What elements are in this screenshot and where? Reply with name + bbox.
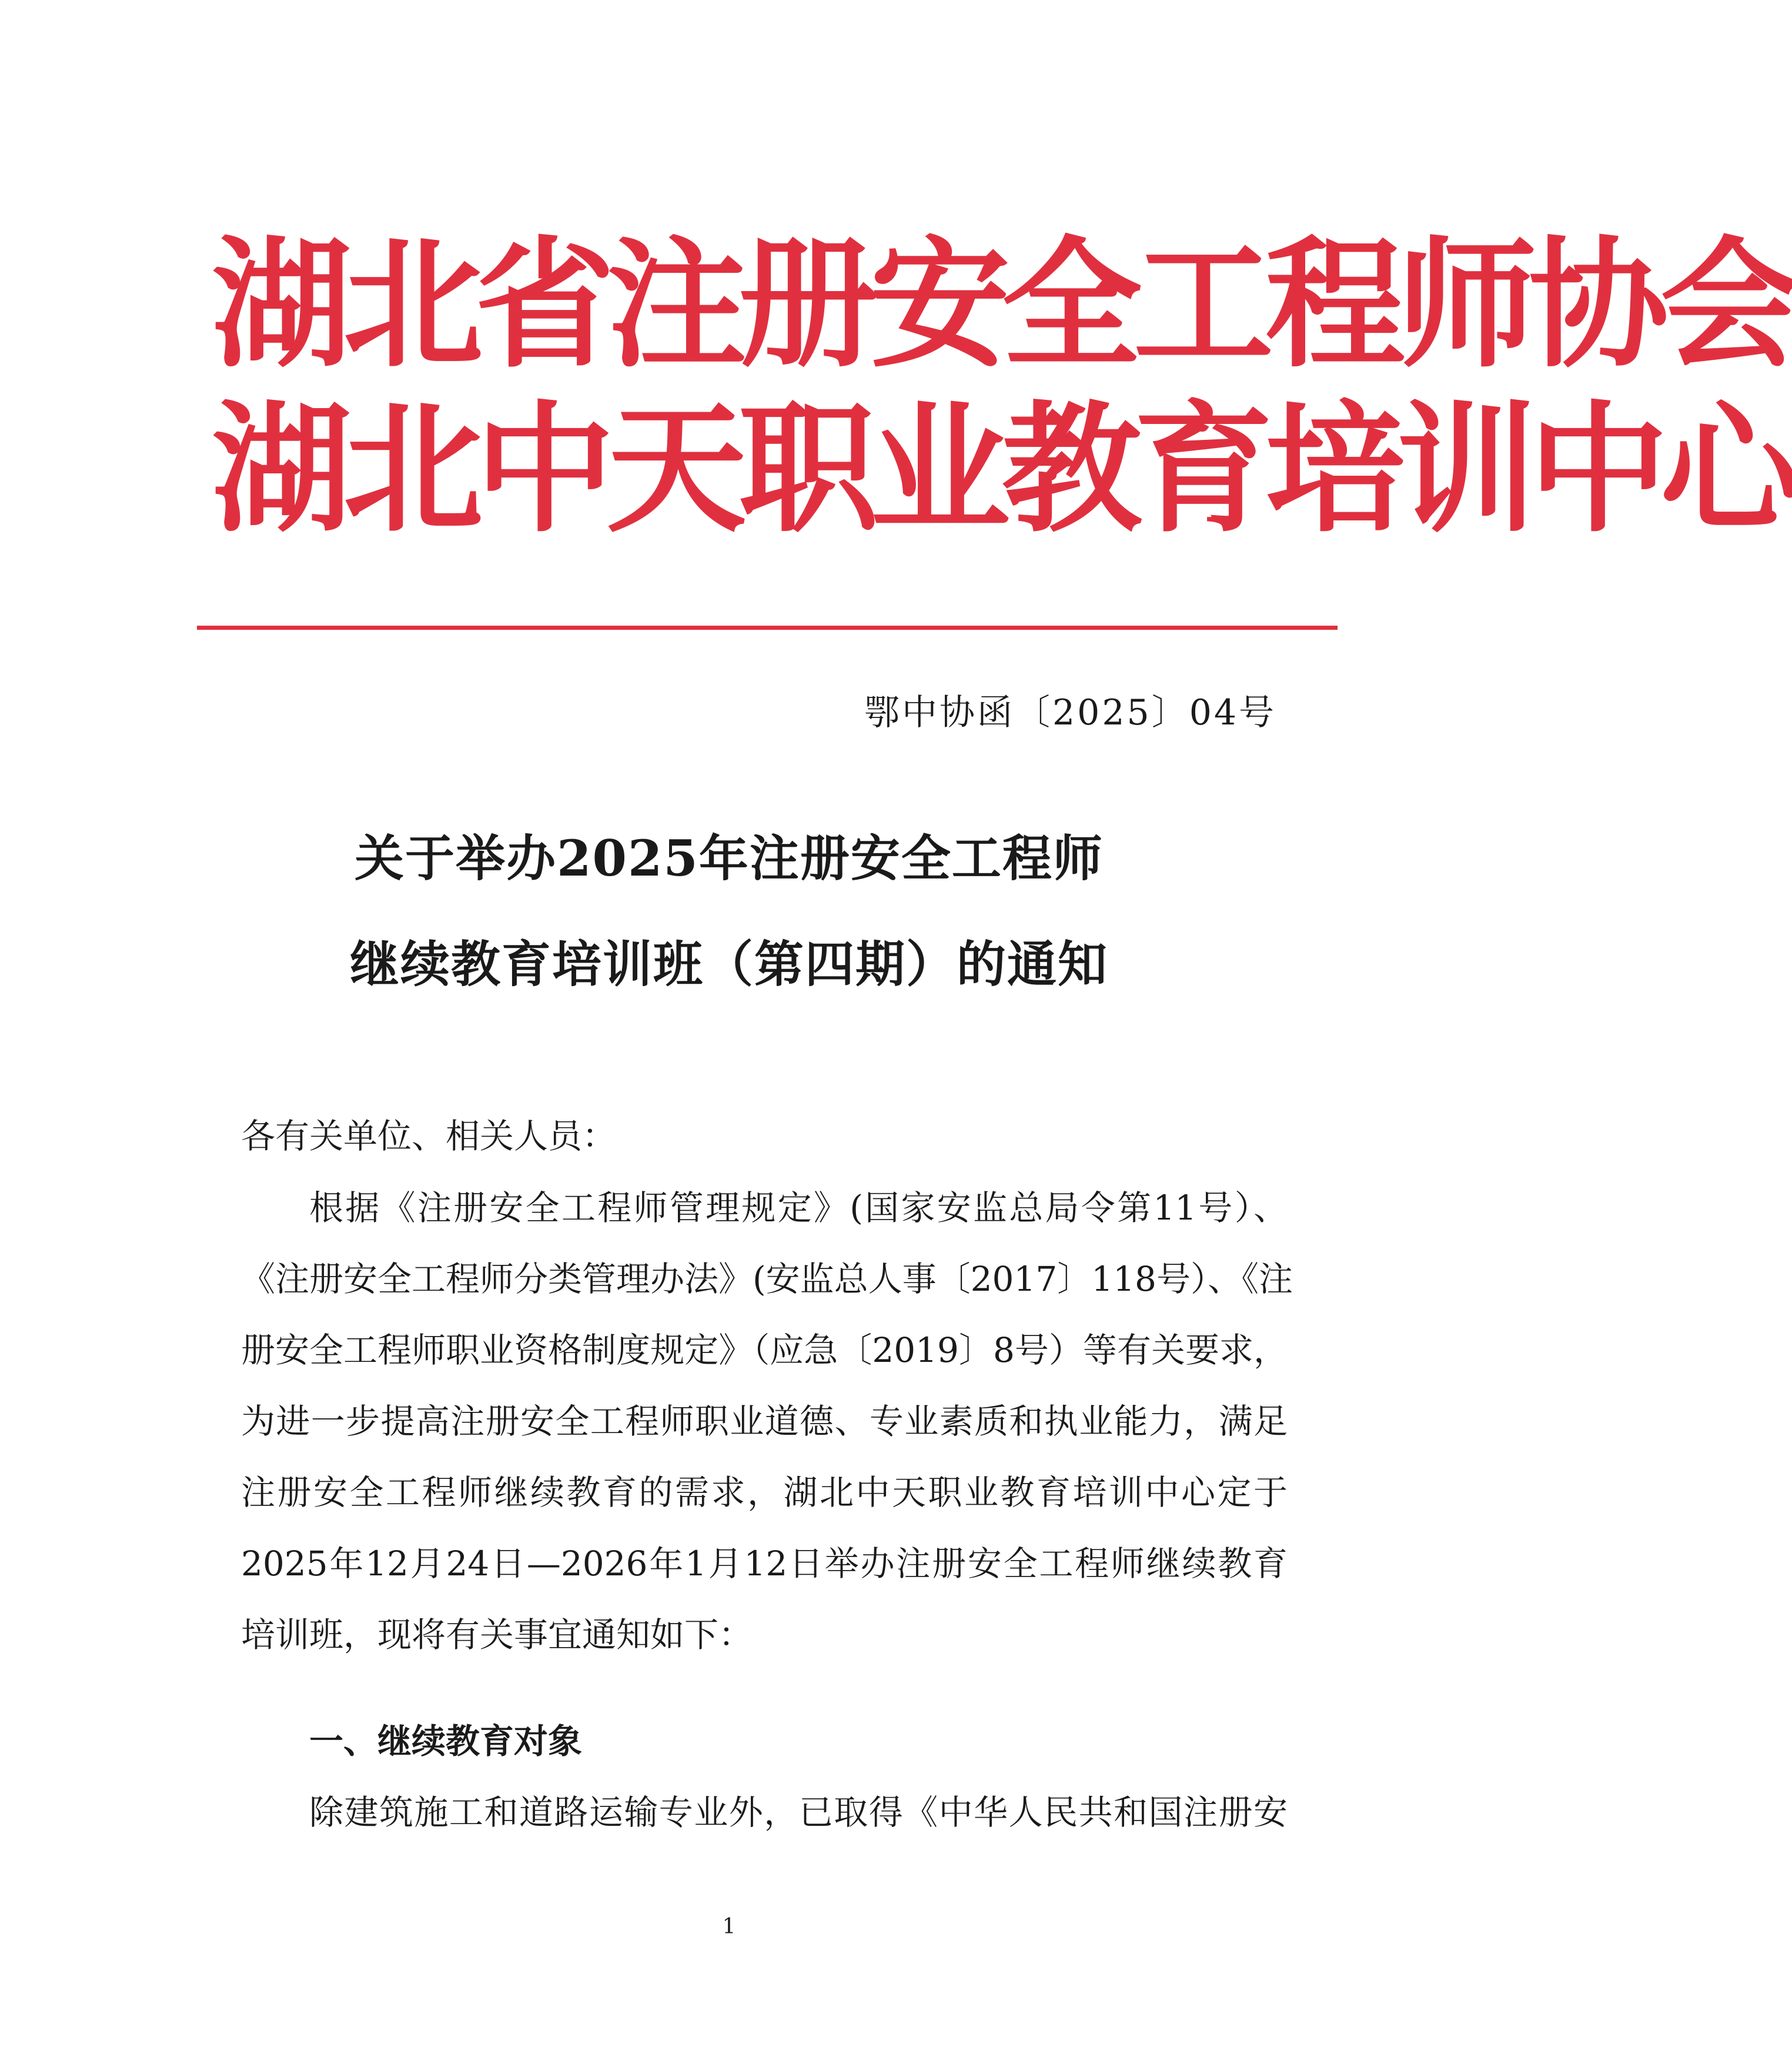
paragraph-line: 2025年12月24日—2026年1月12日举办注册安全工程师继续教育 bbox=[241, 1544, 1288, 1584]
paragraph-line: 注册安全工程师继续教育的需求，湖北中天职业教育培训中心定于 bbox=[241, 1472, 1288, 1512]
paragraph-line: 为进一步提高注册安全工程师职业道德、专业素质和执业能力，满足 bbox=[241, 1401, 1288, 1441]
section-heading: 一、继续教育对象 bbox=[309, 1721, 583, 1761]
letterhead bbox=[212, 223, 1792, 553]
paragraph-line: 培训班，现将有关事宜通知如下： bbox=[241, 1615, 753, 1655]
letterhead-org-2: 湖北中天职业教育培训中心 bbox=[212, 389, 1792, 552]
paragraph-line: 册安全工程师职业资格制度规定》（应急〔2019〕8号）等有关要求， bbox=[241, 1330, 1288, 1370]
document-title-line-1: 关于举办2025年注册安全工程师 bbox=[355, 829, 1104, 887]
paragraph-line: 除建筑施工和道路运输专业外，已取得《中华人民共和国注册安 bbox=[309, 1792, 1288, 1832]
paragraph-line: 《注册安全工程师分类管理办法》(安监总人事〔2017〕118号）、《注 bbox=[241, 1259, 1293, 1299]
page-number: 1 bbox=[722, 1915, 736, 1939]
document-number: 鄂中协函〔2025〕04号 bbox=[864, 692, 1277, 733]
letterhead-org-1: 湖北省注册安全工程师协会 bbox=[212, 224, 1792, 387]
paragraph-line: 根据《注册安全工程师管理规定》(国家安监总局令第11号）、 bbox=[309, 1188, 1288, 1228]
salutation: 各有关单位、相关人员： bbox=[241, 1116, 617, 1156]
document-title-line-2: 继续教育培训班（第四期）的通知 bbox=[349, 935, 1108, 993]
letterhead-divider bbox=[197, 626, 1338, 630]
